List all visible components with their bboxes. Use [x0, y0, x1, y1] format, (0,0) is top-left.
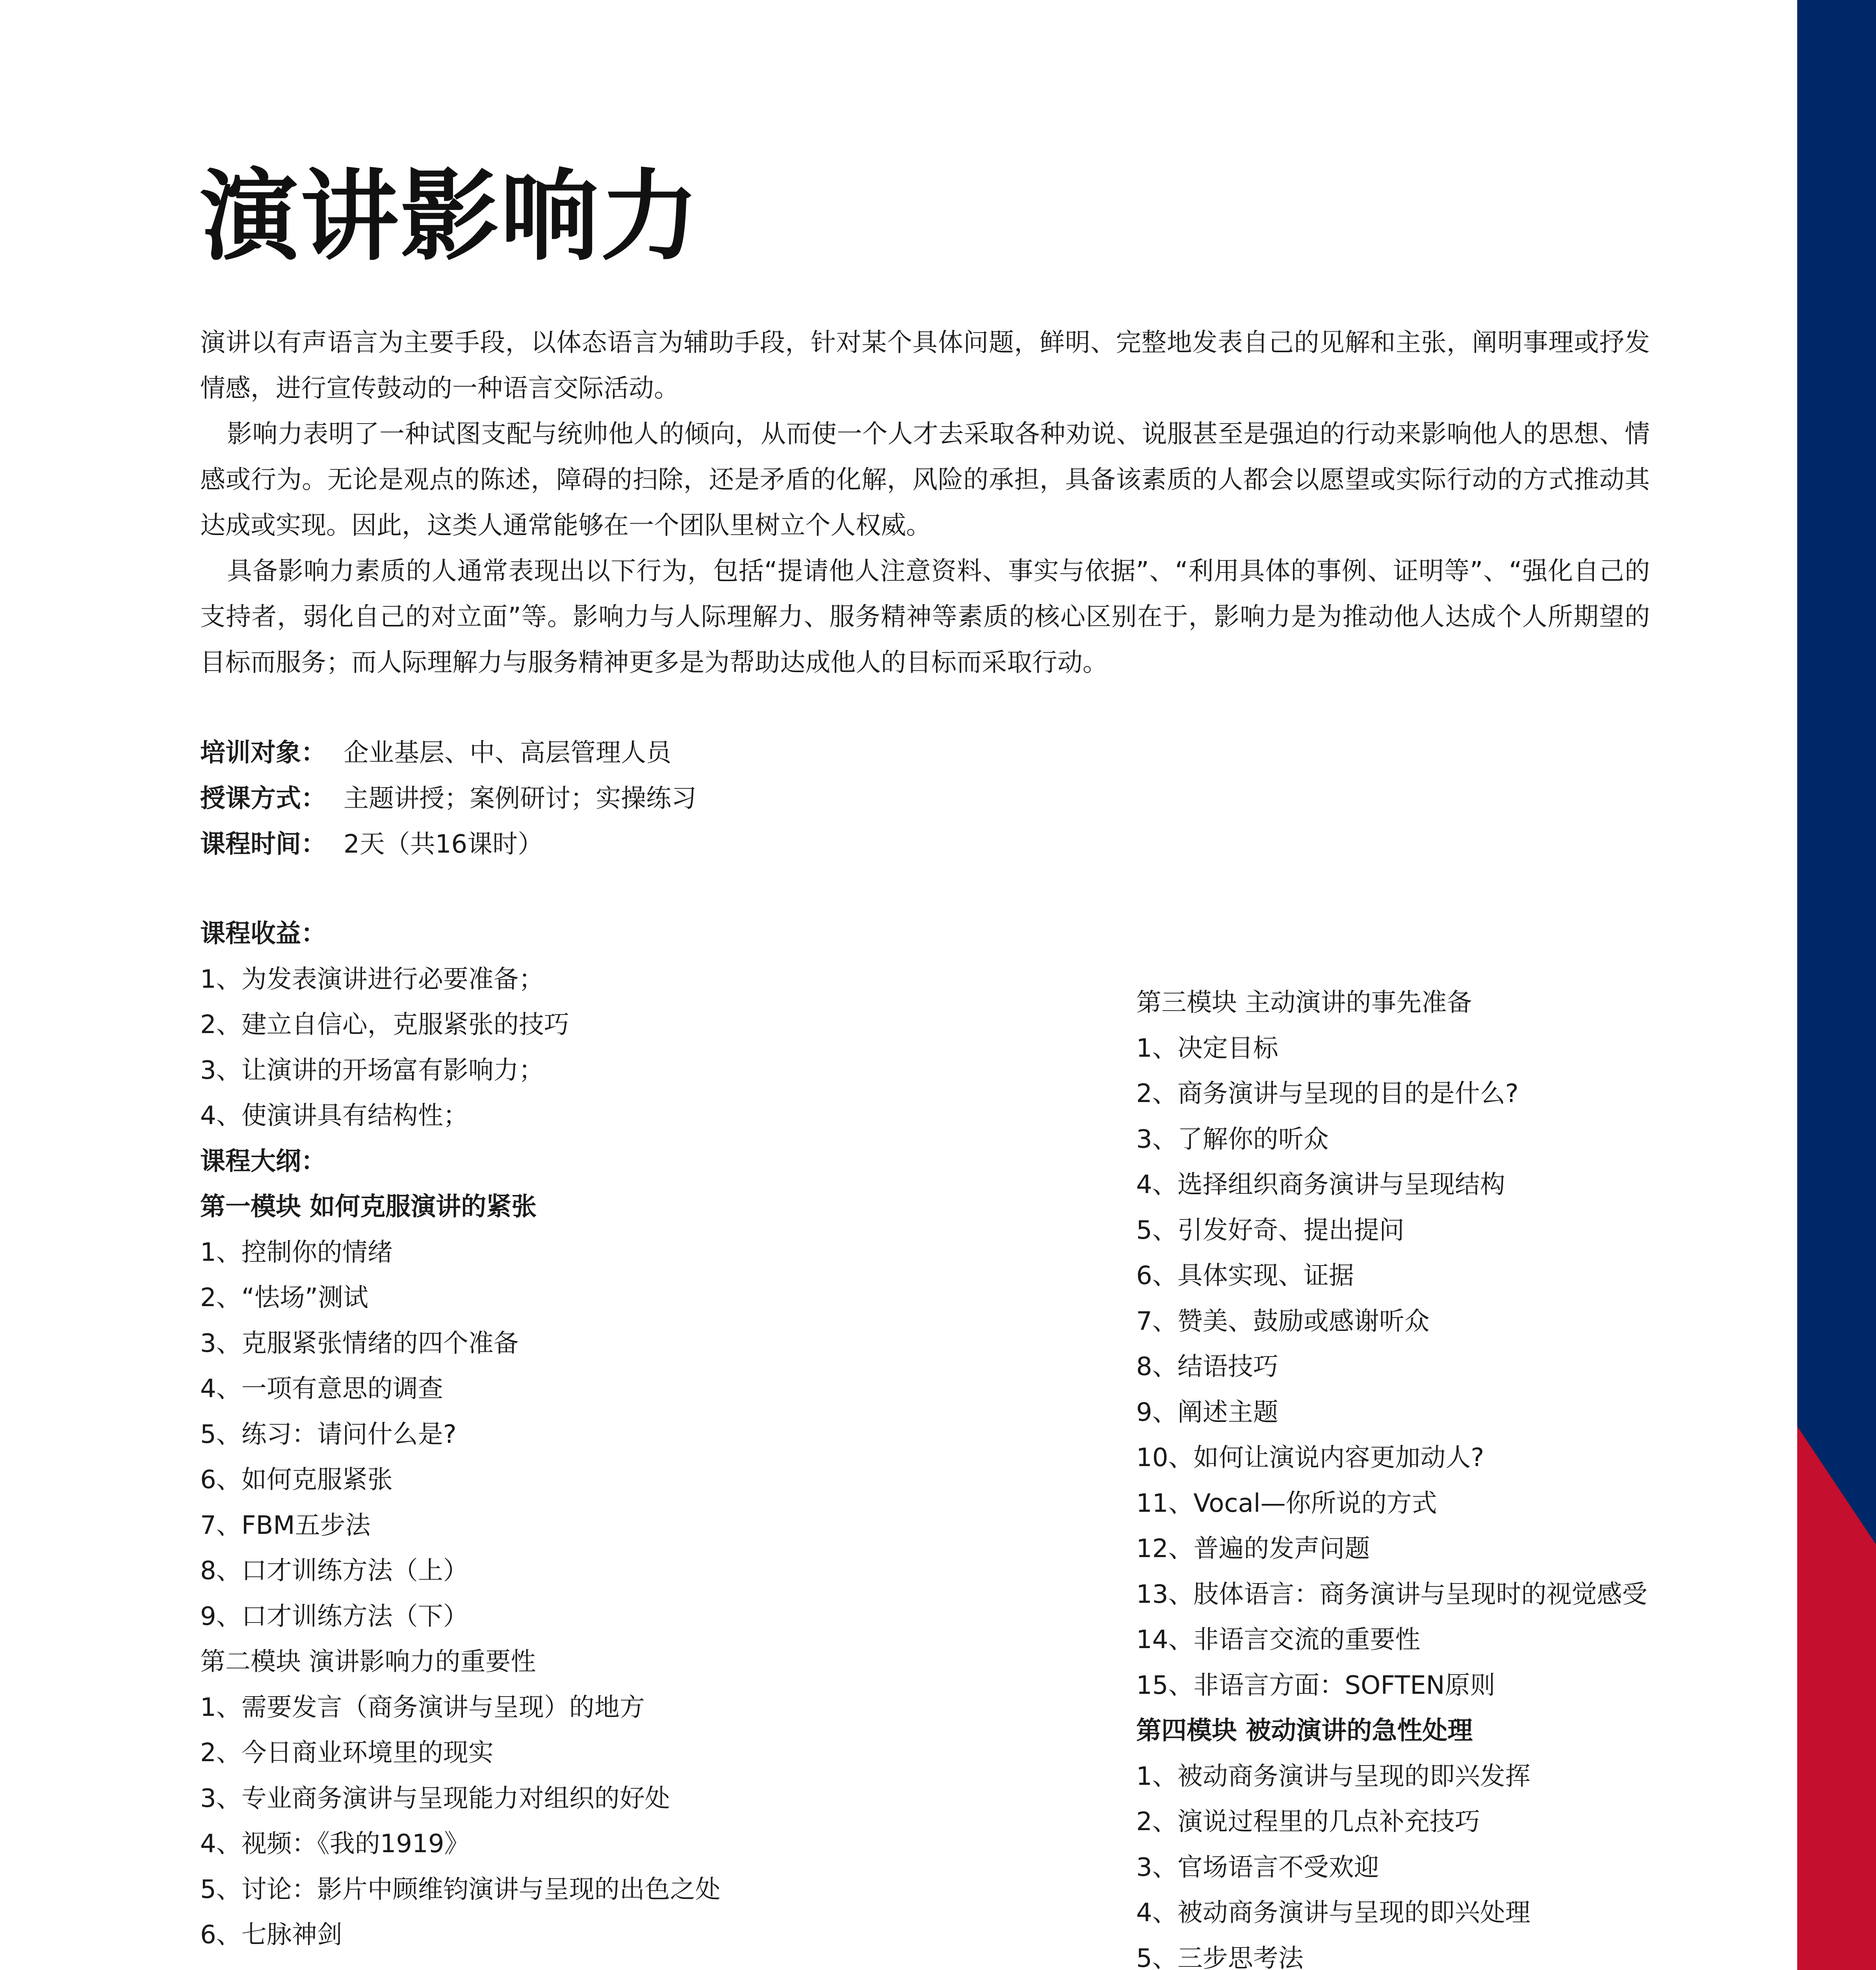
page-title: 演讲影响力 [200, 159, 700, 274]
info-value-method: 主题讲授；案例研讨；实操练习 [344, 784, 697, 813]
list-item: 4、选择组织商务演讲与呈现结构 [1136, 1170, 1505, 1199]
info-row-audience [200, 730, 697, 776]
list-item: 3、让演讲的开场富有影响力； [200, 1056, 544, 1085]
list-item: 5、三步思考法 [1136, 1944, 1304, 1970]
list-item: 2、演说过程里的几点补充技巧 [1136, 1807, 1480, 1836]
list-item: 1、为发表演讲进行必要准备； [200, 965, 544, 994]
list-item: 2、“怯场”测试 [200, 1283, 369, 1312]
list-item: 6、七脉神剑 [200, 1920, 342, 1950]
module3-title: 第三模块 主动演讲的事先准备 [1136, 988, 1472, 1017]
list-item: 7、赞美、鼓励或感谢听众 [1136, 1307, 1430, 1336]
list-item: 10、如何让演说内容更加动人? [1136, 1443, 1484, 1472]
list-item: 3、官场语言不受欢迎 [1136, 1853, 1379, 1882]
list-item: 8、口才训练方法（上） [200, 1556, 468, 1585]
info-row-method [200, 776, 697, 821]
list-item: 1、决定目标 [1136, 1033, 1278, 1063]
list-item: 13、肢体语言：商务演讲与呈现时的视觉感受 [1136, 1580, 1648, 1609]
list-item: 12、普遍的发声问题 [1136, 1534, 1370, 1563]
info-label-duration: 课程时间： [200, 830, 326, 859]
list-item: 3、克服紧张情绪的四个准备 [200, 1329, 519, 1358]
module4-title: 第四模块 被动演讲的急性处理 [1136, 1716, 1473, 1745]
intro-paragraph-1: 演讲以有声语言为主要手段，以体态语言为辅助手段，针对某个具体问题，鲜明、完整地发表自己的见解和主张，阐明事理或抒发情感，进行宣传鼓动的一种语言交际活动。 [200, 328, 1650, 403]
list-item: 3、专业商务演讲与呈现能力对组织的好处 [200, 1784, 670, 1813]
side-stripe [1797, 0, 1876, 1970]
benefits-heading: 课程收益： [200, 919, 326, 948]
list-item: 2、建立自信心，克服紧张的技巧 [200, 1010, 569, 1039]
list-item: 3、了解你的听众 [1136, 1124, 1329, 1154]
list-item: 1、需要发言（商务演讲与呈现）的地方 [200, 1693, 645, 1722]
info-label-method: 授课方式： [200, 784, 326, 813]
list-item: 2、今日商业环境里的现实 [200, 1738, 494, 1767]
list-item: 5、引发好奇、提出提问 [1136, 1215, 1404, 1245]
list-item: 15、非语言方面：SOFTEN原则 [1136, 1671, 1495, 1700]
module1-title: 第一模块 如何克服演讲的紧张 [200, 1192, 537, 1221]
course-info [200, 730, 697, 867]
list-item: 5、讨论：影片中顾维钧演讲与呈现的出色之处 [200, 1875, 721, 1904]
outline-heading: 课程大纲： [200, 1147, 326, 1176]
right-column [1136, 980, 1688, 1970]
module2-title: 第二模块 演讲影响力的重要性 [200, 1647, 536, 1676]
list-item: 4、视频：《我的1919》 [200, 1829, 470, 1858]
list-item: 4、一项有意思的调查 [200, 1374, 443, 1403]
list-item: 4、被动商务演讲与呈现的即兴处理 [1136, 1898, 1531, 1927]
intro-paragraph-2: 影响力表明了一种试图支配与统帅他人的倾向，从而使一个人才去采取各种劝说、说服甚至是强迫的行动来影响他人的思想、情感或行为。无论是观点的陈述，障碍的扫除，还是矛盾的化解，风险的承担，具备该素质的人都会以愿望或实际行动的方式推动其达成或实现。因此，这类人通常能够在一个团队里树立个人权威。 [200, 420, 1650, 540]
info-value-audience: 企业基层、中、高层管理人员 [344, 738, 671, 768]
info-value-duration: 2天（共16课时） [344, 830, 543, 859]
list-item: 2、商务演讲与呈现的目的是什么? [1136, 1079, 1519, 1108]
list-item: 9、口才训练方法（下） [200, 1602, 468, 1631]
list-item: 14、非语言交流的重要性 [1136, 1625, 1421, 1654]
list-item: 6、如何克服紧张 [200, 1465, 393, 1494]
info-label-audience: 培训对象： [200, 738, 326, 768]
list-item: 9、阐述主题 [1136, 1398, 1278, 1427]
list-item: 6、具体实现、证据 [1136, 1261, 1354, 1290]
list-item: 1、控制你的情绪 [200, 1238, 393, 1267]
intro-section [200, 320, 1650, 686]
list-item: 8、结语技巧 [1136, 1352, 1278, 1381]
list-item: 1、被动商务演讲与呈现的即兴发挥 [1136, 1762, 1531, 1791]
list-item: 5、练习：请问什么是? [200, 1420, 457, 1449]
intro-paragraph-3: 具备影响力素质的人通常表现出以下行为，包括“提请他人注意资料、事实与依据”、“利用具体的事例、证明等”、“强化自己的支持者，弱化自己的对立面”等。影响力与人际理解力、服务精神等素质的核心区别在于，影响力是为推动他人达成个人所期望的目标而服务；而人际理解力与服务精神更多是为帮助达成他人的目标而采取行动。 [200, 557, 1650, 677]
left-column [200, 911, 1106, 1958]
list-item: 4、使演讲具有结构性； [200, 1101, 468, 1130]
list-item: 7、FBM五步法 [200, 1511, 371, 1540]
info-row-duration [200, 821, 697, 867]
list-item: 11、Vocal—你所说的方式 [1136, 1489, 1437, 1518]
